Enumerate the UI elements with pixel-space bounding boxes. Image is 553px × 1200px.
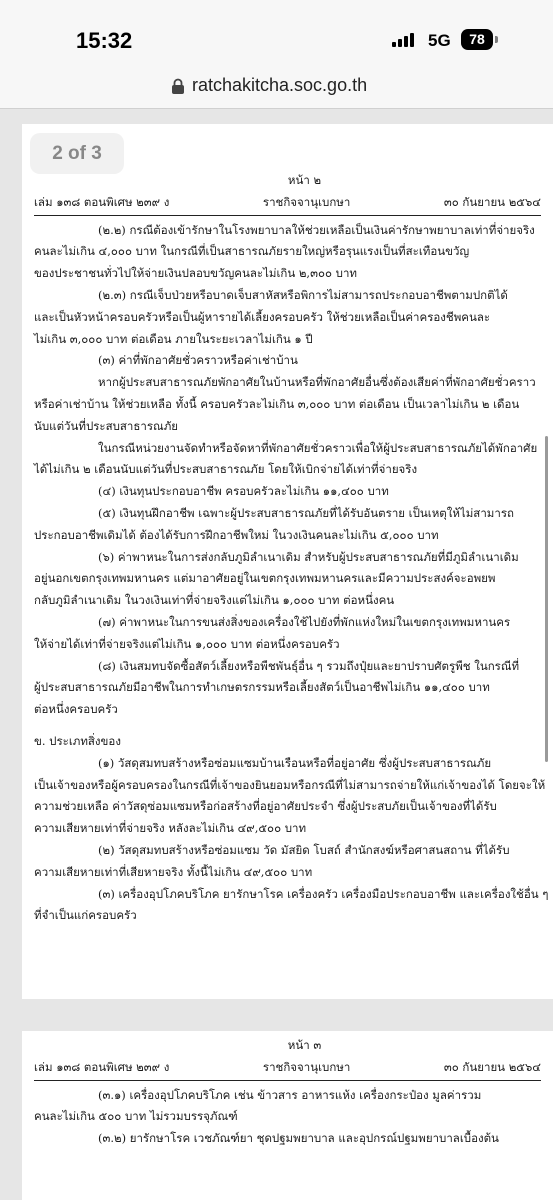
text-line: (๘) เงินสมทบจัดซื้อสัตว์เลี้ยงหรือพืชพันธุ์อื่น ๆ รวมถึงปุ๋ยและยาปราบศัตรูพืช ในกรณีที่ [98,658,520,673]
page-indicator: 2 of 3 [30,133,124,174]
text-line: ในกรณีหน่วยงานจัดทำหรือจัดหาที่พักอาศัยชั่วคราวเพื่อให้ผู้ประสบสาธารณภัยได้พักอาศัย [98,440,538,455]
scrollbar-thumb[interactable] [545,436,548,762]
publish-date: ๓๐ กันยายน ๒๕๖๔ [443,194,541,209]
header-divider [34,215,541,216]
text-line: กลับภูมิลำเนาเดิม ในวงเงินเท่าที่จ่ายจริงแต่ไม่เกิน ๑,๐๐๐ บาท ต่อหนึ่งคน [34,593,395,608]
text-line: ที่จำเป็นแก่ครอบครัว [34,908,137,923]
url-text[interactable]: ratchakitcha.soc.go.th [192,75,368,95]
text-line: ให้จ่ายได้เท่าที่จ่ายจริงแต่ไม่เกิน ๑,๐๐๐ บาท ต่อหนึ่งครอบครัว [34,636,340,651]
text-line: นับแต่วันที่ประสบสาธารณภัย [34,418,179,433]
text-line: ความช่วยเหลือ ค่าวัสดุซ่อมแซมหรือก่อสร้างที่อยู่อาศัยประจำ ซึ่งผู้ประสบภัยเป็นเจ้าของที่ได้รับ [34,799,497,814]
text-line: คนละไม่เกิน ๔,๐๐๐ บาท ในกรณีที่เป็นสาธารณภัยรายใหญ่หรือรุนแรงเป็นที่สะเทือนขวัญ [34,244,470,259]
text-line: (๑) วัสดุสมทบสร้างหรือซ่อมแซมบ้านเรือนหรือที่อยู่อาศัย ซึ่งผู้ประสบสาธารณภัย [98,755,492,770]
header-divider [34,1080,541,1081]
address-bar[interactable] [0,64,553,109]
text-line: ต่อหนึ่งครอบครัว [34,702,118,717]
text-line: ของประชาชนทั่วไปให้จ่ายเงินปลอบขวัญคนละไม่เกิน ๒,๓๐๐ บาท [34,266,357,281]
text-line: เป็นเจ้าของหรือผู้ครอบครองในกรณีที่เจ้าของยินยอมหรือกรณีที่ไม่สามารถจ่ายให้แก่เจ้าของได้ โดยจะให้ [34,777,546,792]
text-line: ความเสียหายเท่าที่เสียหายจริง ทั้งนี้ไม่เกิน ๔๙,๕๐๐ บาท [34,864,313,879]
text-line: ความเสียหายเท่าที่จ่ายจริง หลังละไม่เกิน ๔๙,๕๐๐ บาท [34,821,307,836]
text-line: หรือค่าเช่าบ้าน ให้ช่วยเหลือ ทั้งนี้ ครอบครัวละไม่เกิน ๓,๐๐๐ บาท ต่อเดือน เป็นเวลาไม่เกิน ๒ เดือน [34,396,520,411]
gazette-name: ราชกิจจานุเบกษา [262,1059,351,1074]
pdf-page [22,1031,553,1200]
pdf-page [22,124,553,999]
text-line: (๒) วัสดุสมทบสร้างหรือซ่อมแซม วัด มัสยิด โบสถ์ สำนักสงฆ์หรือศาสนสถาน ที่ได้รับ [98,842,510,857]
text-line: (๓.๑) เครื่องอุปโภคบริโภค เช่น ข้าวสาร อาหารแห้ง เครื่องกระป๋อง มูลค่ารวม [98,1087,482,1102]
text-line: ได้ไม่เกิน ๒ เดือนนับแต่วันที่ประสบสาธารณภัย โดยให้เบิกจ่ายได้เท่าที่จ่ายจริง [34,462,418,477]
battery-icon: 78 [461,29,493,50]
battery-tip [495,36,498,43]
status-bar [0,0,553,64]
text-line: และเป็นหัวหน้าครอบครัวหรือเป็นผู้หารายได้เลี้ยงครอบครัว ให้ช่วยเหลือเป็นค่าครองชีพคนละ [34,309,491,324]
text-line: ผู้ประสบสาธารณภัยมีอาชีพในการทำเกษตรกรรมหรือเลี้ยงสัตว์เป็นอาชีพไม่เกิน ๑๑,๔๐๐ บาท [34,680,490,695]
text-line: ไม่เกิน ๓,๐๐๐ บาท ต่อเดือน ภายในระยะเวลาไม่เกิน ๑ ปี [34,331,313,346]
text-line: (๓.๒) ยารักษาโรค เวชภัณฑ์ยา ชุดปฐมพยาบาล และอุปกรณ์ปฐมพยาบาลเบื้องต้น [98,1131,499,1146]
cellular-signal-icon [392,33,418,47]
volume-info: เล่ม ๑๓๘ ตอนพิเศษ ๒๓๙ ง [34,1059,170,1074]
page-number: หน้า ๓ [287,1038,322,1052]
gazette-name: ราชกิจจานุเบกษา [262,194,351,209]
gazette-header [34,1057,541,1079]
volume-info: เล่ม ๑๓๘ ตอนพิเศษ ๒๓๙ ง [34,194,170,209]
page-number: หน้า ๒ [287,173,322,187]
status-time: 15:32 [76,28,133,53]
gazette-header [34,192,541,214]
text-line: (๕) เงินทุนฝึกอาชีพ เฉพาะผู้ประสบสาธารณภัยที่ได้รับอันตราย เป็นเหตุให้ไม่สามารถ [98,505,514,520]
lock-icon [171,78,185,95]
section-heading: ข. ประเภทสิ่งของ [34,733,121,748]
page-content [34,1035,541,1150]
text-line: (๒.๓) กรณีเจ็บป่วยหรือบาดเจ็บสาหัสหรือพิการไม่สามารถประกอบอาชีพตามปกติได้ [98,287,508,302]
text-line: หากผู้ประสบสาธารณภัยพักอาศัยในบ้านหรือที่พักอาศัยอื่นซึ่งต้องเสียค่าที่พักอาศัยชั่วคราว [98,375,536,390]
text-line: (๗) ค่าพาหนะในการขนส่งสิ่งของเครื่องใช้ไปยังที่พักแห่งใหม่ในเขตกรุงเทพมหานคร [98,614,511,629]
text-line: (๓) ค่าที่พักอาศัยชั่วคราวหรือค่าเช่าบ้าน [98,353,298,368]
page-content [34,170,549,927]
text-line: (๓) เครื่องอุปโภคบริโภค ยารักษาโรค เครื่องครัว เครื่องมือประกอบอาชีพ และเครื่องใช้อื่น ๆ [98,886,549,901]
text-line: ประกอบอาชีพเดิมได้ ต้องได้รับการฝึกอาชีพใหม่ ในวงเงินคนละไม่เกิน ๕,๐๐๐ บาท [34,527,439,542]
network-type: 5G [428,31,451,50]
text-line: (๔) เงินทุนประกอบอาชีพ ครอบครัวละไม่เกิน ๑๑,๔๐๐ บาท [98,484,389,499]
text-line: (๖) ค่าพาหนะในการส่งกลับภูมิลำเนาเดิม สำหรับผู้ประสบสาธารณภัยที่มีภูมิลำเนาเดิม [98,549,519,564]
text-line: (๒.๒) กรณีต้องเข้ารักษาในโรงพยาบาลให้ช่วยเหลือเป็นเงินค่ารักษาพยาบาลเท่าที่จ่ายจริง [98,222,535,237]
publish-date: ๓๐ กันยายน ๒๕๖๔ [443,1059,541,1074]
text-line: อยู่นอกเขตกรุงเทพมหานคร แต่มาอาศัยอยู่ในเขตกรุงเทพมหานครและมีความประสงค์จะอพยพ [34,571,496,586]
text-line: คนละไม่เกิน ๕๐๐ บาท ไม่รวมบรรจุภัณฑ์ [34,1109,238,1124]
